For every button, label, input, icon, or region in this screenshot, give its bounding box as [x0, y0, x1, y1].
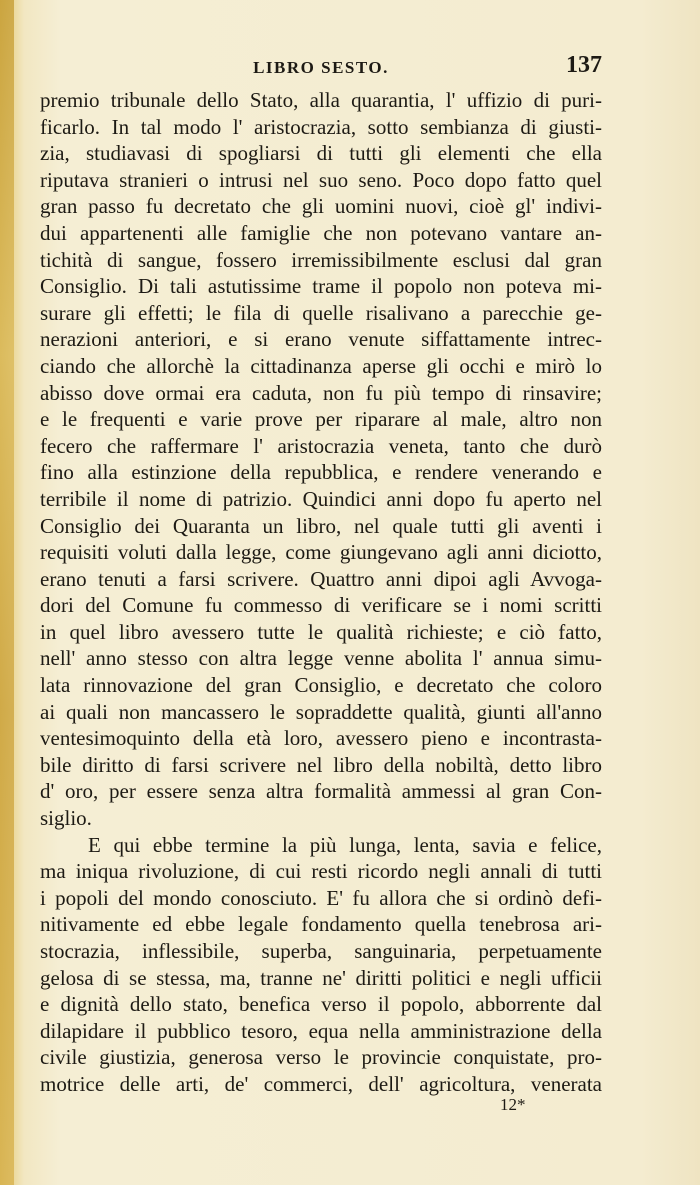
text-line: in quel libro avessero tutte le qualità richieste; e ciò fatto,: [40, 619, 602, 644]
text-line: ventesimoquinto della età loro, avessero pieno e incontrasta-: [40, 726, 602, 751]
text-line: nell' anno stesso con altra legge venne abolita l' annua simu-: [40, 646, 602, 671]
text-line: dilapidare il pubblico tesoro, equa nella amministrazione della: [40, 1018, 602, 1043]
text-line: e le frequenti e varie prove per riparare al male, altro non: [40, 407, 602, 432]
text-line: gran passo fu decretato che gli uomini nuovi, cioè gl' indivi-: [40, 194, 602, 219]
text-line: fecero che raffermare l' aristocrazia veneta, tanto che durò: [40, 433, 602, 458]
text-line: tichità di sangue, fossero irremissibilmente esclusi dal gran: [40, 247, 602, 272]
page-number: 137: [566, 52, 602, 78]
text-line: i popoli del mondo conosciuto. E' fu allora che si ordinò defi-: [40, 885, 602, 910]
text-line: d' oro, per essere senza altra formalità ammessi al gran Con-: [40, 779, 602, 804]
text-line: requisiti voluti dalla legge, come giungevano agli anni diciotto,: [40, 540, 602, 565]
text-line: ficarlo. In tal modo l' aristocrazia, sotto sembianza di giusti-: [40, 114, 602, 139]
text-line: siglio.: [40, 806, 92, 831]
text-line: ciando che allorchè la cittadinanza aperse gli occhi e mirò lo: [40, 353, 602, 378]
text-line: lata rinnovazione del gran Consiglio, e decretato che coloro: [40, 673, 602, 698]
text-line: bile diritto di farsi scrivere nel libro della nobiltà, detto libro: [40, 752, 602, 777]
running-head: LIBRO SESTO.: [253, 58, 389, 77]
text-line: nerazioni anteriori, e si erano venute siffattamente intrec-: [40, 327, 602, 352]
signature-mark: 12*: [500, 1095, 526, 1114]
text-line: dori del Comune fu commesso di verificare se i nomi scritti: [40, 593, 602, 618]
text-line: Consiglio dei Quaranta un libro, nel quale tutti gli aventi i: [40, 513, 602, 538]
text-line: fino alla estinzione della repubblica, e rendere venerando e: [40, 460, 602, 485]
text-line: Consiglio. Di tali astutissime trame il popolo non poteva mi-: [40, 274, 602, 299]
text-line: ai quali non mancassero le sopraddette qualità, giunti all'anno: [40, 699, 602, 724]
page-header: [40, 52, 602, 82]
text-line: premio tribunale dello Stato, alla quarantia, l' uffizio di puri-: [40, 88, 602, 112]
text-line: e dignità dello stato, benefica verso il popolo, abborrente dal: [40, 992, 602, 1017]
text-line: E qui ebbe termine la più lunga, lenta, savia e felice,: [88, 832, 602, 857]
text-line: abisso dove ormai era caduta, non fu più tempo di rinsavire;: [40, 380, 602, 405]
text-line: stocrazia, inflessibile, superba, sanguinaria, perpetuamente: [40, 939, 602, 963]
text-line: terribile il nome di patrizio. Quindici anni dopo fu aperto nel: [40, 486, 602, 511]
text-line: surare gli effetti; le fila di quelle risalivano a parecchie ge-: [40, 300, 602, 325]
body-text: [40, 87, 602, 1098]
text-line: gelosa di se stessa, ma, tranne ne' diritti politici e negli ufficii: [40, 965, 602, 990]
text-line: motrice delle arti, de' commerci, dell' agricoltura, venerata: [40, 1071, 602, 1096]
text-line: ma iniqua rivoluzione, di cui resti ricordo negli annali di tutti: [40, 859, 602, 884]
text-line: dui appartenenti alle famiglie che non potevano vantare an-: [40, 220, 602, 245]
text-line: nitivamente ed ebbe legale fondamento quella tenebrosa ari-: [40, 912, 602, 937]
page-spine-shadow: [0, 0, 14, 1185]
text-line: zia, studiavasi di spogliarsi di tutti gli elementi che ella: [40, 141, 602, 166]
text-line: erano tenuti a farsi scrivere. Quattro anni dipoi agli Avvoga-: [40, 566, 602, 591]
text-line: riputava stranieri o intrusi nel suo seno. Poco dopo fatto quel: [40, 167, 602, 192]
text-line: civile giustizia, generosa verso le provincie conquistate, pro-: [40, 1045, 602, 1070]
